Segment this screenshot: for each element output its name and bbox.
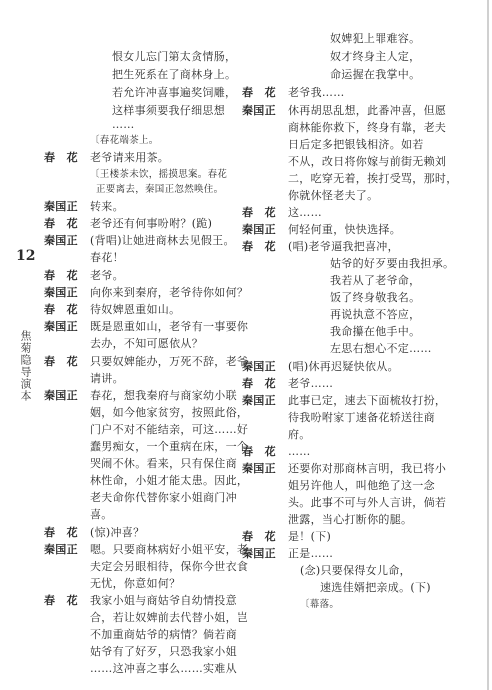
dialogue-text: 门户不对不能结亲，可这……好	[90, 423, 249, 436]
script-line	[288, 121, 446, 135]
script-line	[330, 308, 420, 322]
dialogue-text: 二，吃穿无着，挨打受骂，那时，	[288, 172, 458, 185]
script-line	[90, 474, 248, 488]
dialogue-text: 待我吩咐家丁速备花轿送往商	[288, 411, 435, 424]
dialogue-text: 姑爷的好歹要由我担承。	[330, 257, 455, 270]
dialogue-text: 转来。	[90, 200, 124, 213]
script-line	[330, 257, 454, 271]
dialogue-text: 姑爷有了好歹，只恐我家小姐	[90, 645, 237, 658]
script-line	[90, 440, 248, 454]
dialogue-text: 〔幕落。	[300, 599, 340, 610]
dialogue-text: 你就休怪老夫了。	[288, 189, 379, 202]
speaker-name: 秦国正	[44, 543, 78, 556]
dialogue-text: 府。	[288, 428, 311, 441]
script-line	[288, 496, 446, 510]
dialogue-text: 若允许冲喜事遍奖饲雕，	[112, 86, 237, 99]
dialogue-text: 正是……	[288, 547, 334, 560]
dialogue-text: 我若从了老爷命，	[330, 274, 421, 287]
script-line	[112, 50, 236, 64]
dialogue-text: 奴婢犯上罪难容。	[330, 32, 421, 45]
script-line	[90, 491, 237, 505]
dialogue-text: 蠢男痴女，一个重病在床，一个	[90, 440, 249, 453]
dialogue-text: 命运握在我掌中。	[330, 68, 421, 81]
speaker-name: 秦国正	[242, 223, 276, 236]
script-line	[288, 189, 378, 203]
script-line	[96, 183, 223, 197]
dialogue-text: 老爷我……	[288, 86, 345, 99]
script-line	[90, 577, 180, 591]
dialogue-text: 春花，想我秦府与商家幼小联	[90, 389, 237, 402]
script-line	[288, 138, 424, 152]
script-line	[288, 479, 435, 493]
dialogue-text: (唱)老爷逼我把喜冲，	[288, 240, 399, 253]
dialogue-text: (唱)休再迟疑快依从。	[288, 360, 399, 373]
dialogue-text: 老爷……	[288, 377, 334, 390]
dialogue-text: 请讲。	[90, 372, 124, 385]
dialogue-text: 〔春花端茶上。	[90, 135, 159, 146]
speaker-name: 春 花	[44, 151, 78, 164]
dialogue-text: 商林能你救下，终身有靠，老夫	[288, 121, 447, 134]
dialogue-text: 速选佳婿把亲成。(下)	[320, 581, 431, 594]
page-number: 12	[16, 248, 36, 264]
dialogue-text: (念)只要保得女儿命，	[300, 564, 411, 577]
speaker-name: 秦国正	[44, 286, 78, 299]
speaker-name: 秦国正	[44, 234, 78, 247]
speaker-name: 春 花	[44, 217, 78, 230]
script-line	[90, 560, 248, 574]
dialogue-text: 合，若让奴婢前去代替小姐，岂	[90, 611, 249, 624]
spine-label: 焦菊隐导演本	[19, 330, 32, 402]
script-line	[288, 428, 311, 442]
dialogue-text: 去办，不知可愿依从？	[90, 337, 203, 350]
dialogue-text: 我命攥在他手中。	[330, 325, 421, 338]
script-line	[90, 423, 248, 437]
dialogue-text: 姐另许他人，叫他绝了这一念	[288, 479, 435, 492]
dialogue-text: 左思右想心不定……	[330, 342, 432, 355]
dialogue-text: 春花！	[90, 251, 124, 264]
speaker-name: 春 花	[242, 377, 276, 390]
dialogue-text: 饭了终身敬我名。	[330, 291, 421, 304]
speaker-name: 春 花	[44, 594, 78, 607]
dialogue-text: 还要你对那商林言明，我已将小	[288, 462, 447, 475]
dialogue-text: (背唱)让她进商林去见假王。	[90, 234, 235, 247]
speaker-name: 春 花	[44, 526, 78, 539]
dialogue-text: 这……	[288, 206, 322, 219]
script-line	[90, 611, 248, 625]
script-line	[90, 628, 237, 642]
speaker-name: 春 花	[44, 355, 78, 368]
speaker-name: 春 花	[242, 86, 276, 99]
dialogue-text: 我家小姐与商姑爷自幼情投意	[90, 594, 237, 607]
dialogue-text: 此事已定，速去下面梳妆打扮，	[288, 394, 447, 407]
script-line	[90, 662, 237, 676]
dialogue-text: 再说执意不答应，	[330, 308, 421, 321]
dialogue-text: 何轻何重，快快选择。	[288, 223, 401, 236]
speaker-name: 秦国正	[242, 547, 276, 560]
script-line	[300, 564, 411, 578]
script-line	[112, 104, 225, 118]
script-line	[330, 50, 420, 64]
script-line	[90, 134, 159, 148]
dialogue-text: 夫定会另眼相待，保你今世衣食	[90, 560, 249, 573]
script-line	[112, 118, 135, 132]
dialogue-text: 把生死系在了商林身上。	[112, 68, 237, 81]
speaker-name: 秦国正	[242, 104, 276, 117]
dialogue-text: 老爷。	[90, 269, 124, 282]
dialogue-text: 只要奴婢能办，万死不辞，老爷	[90, 355, 249, 368]
script-line	[300, 598, 339, 612]
dialogue-text: 无忧，你意如何？	[90, 577, 181, 590]
script-line	[330, 342, 432, 356]
dialogue-text: 这样事须要我仔细思想	[112, 104, 225, 117]
speaker-name: 春 花	[242, 206, 276, 219]
dialogue-text: 不从，改日将你嫁与前街无赖刘	[288, 155, 447, 168]
speaker-name: 春 花	[242, 240, 276, 253]
dialogue-text: 〔王楼茶未饮，摇摸思案。春花	[90, 169, 228, 180]
dialogue-text: 喜。	[90, 508, 113, 521]
dialogue-text: 向你来到秦府，老爷待你如何？	[90, 286, 249, 299]
speaker-name: 春 花	[44, 269, 78, 282]
speaker-name: 秦国正	[242, 394, 276, 407]
dialogue-text: 休再胡思乱想，此番冲喜，但愿	[288, 104, 447, 117]
script-line	[330, 32, 420, 46]
speaker-name: 秦国正	[44, 200, 78, 213]
speaker-name: 春 花	[242, 445, 276, 458]
speaker-name: 春 花	[44, 303, 78, 316]
dialogue-text: 林性命，小姐才能太患。因此，	[90, 474, 249, 487]
right-edge-rule	[487, 0, 489, 690]
dialogue-text: 是！(下)	[288, 530, 332, 543]
speaker-name: 秦国正	[242, 462, 276, 475]
speaker-name: 春 花	[242, 530, 276, 543]
dialogue-text: 姻，如今他家贫穷，按照此俗，	[90, 406, 249, 419]
script-line	[90, 168, 227, 182]
script-line	[288, 172, 458, 186]
speaker-name: 秦国正	[242, 360, 276, 373]
script-line	[90, 645, 237, 659]
script-line	[90, 508, 113, 522]
script-line	[288, 513, 412, 527]
script-line	[288, 411, 435, 425]
dialogue-text: 泄露，当心打断你的腿。	[288, 513, 413, 526]
script-line	[90, 372, 124, 386]
script-line	[330, 68, 420, 82]
dialogue-text: 奴才终身主人定，	[330, 50, 421, 63]
script-line	[90, 406, 248, 420]
dialogue-text: 老爷请来用茶。	[90, 151, 170, 164]
dialogue-text: (惊)冲喜？	[90, 526, 145, 539]
dialogue-text: 恨女儿忘门第太贪情肠，	[112, 50, 237, 63]
script-line	[330, 274, 420, 288]
script-line	[90, 457, 237, 471]
script-line	[320, 581, 431, 595]
dialogue-text: ……这冲喜之事么……实难从	[90, 662, 237, 675]
dialogue-text: 老爷还有何事吩咐？(跪)	[90, 217, 213, 230]
dialogue-text: 不加重商姑爷的病情？倘若商	[90, 628, 237, 641]
dialogue-text: 既是恩重如山，老爷有一事要你	[90, 320, 249, 333]
script-line	[112, 86, 236, 100]
script-line	[112, 68, 236, 82]
dialogue-text: ……	[112, 118, 135, 131]
script-line	[330, 291, 420, 305]
dialogue-text: 正要离去，秦国正忽然唤住。	[96, 184, 224, 195]
speaker-name: 秦国正	[44, 389, 78, 402]
script-line	[90, 337, 203, 351]
dialogue-text: 嗯。只要商林病好小姐平安，老	[90, 543, 249, 556]
dialogue-text: 待奴婢恩重如山。	[90, 303, 181, 316]
script-line	[288, 155, 446, 169]
dialogue-text: 哭闹不休。看来，只有保住商	[90, 457, 237, 470]
dialogue-text: 日后定多把银钱相济。如若	[288, 138, 424, 151]
dialogue-text: ……	[288, 445, 311, 458]
dialogue-text: 头。此事不可与外人言讲，倘若	[288, 496, 447, 509]
speaker-name: 秦国正	[44, 320, 78, 333]
dialogue-text: 老夫命你代替你家小姐商门冲	[90, 491, 237, 504]
script-line	[330, 325, 420, 339]
script-line	[90, 251, 124, 265]
